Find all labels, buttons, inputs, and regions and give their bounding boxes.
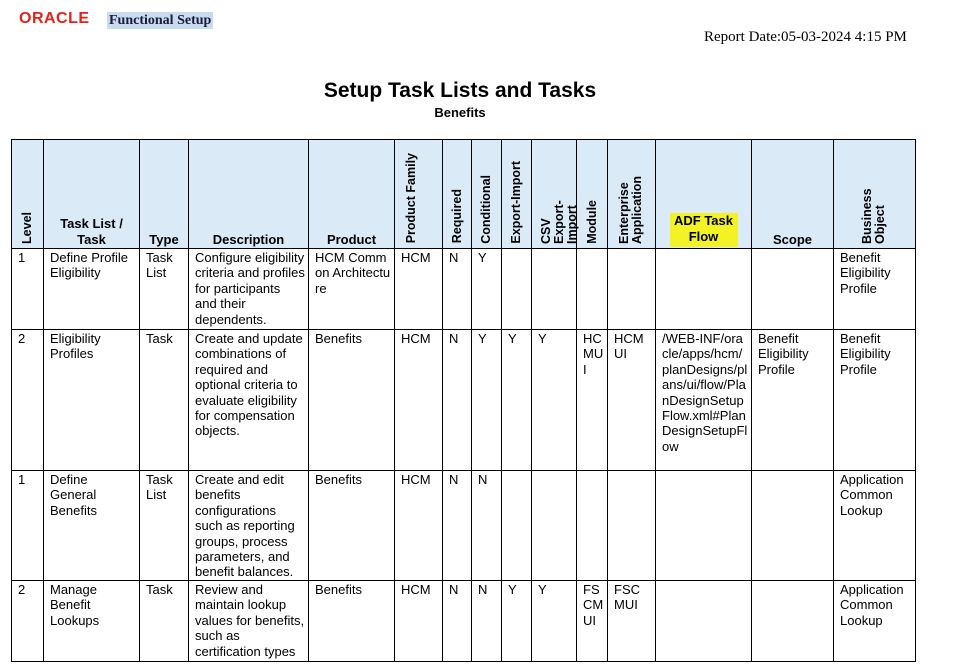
col-header-conditional: Conditional [472, 140, 502, 249]
setup-task-table [11, 139, 916, 662]
col-header-csv-export-import: CSV Export-Import [532, 140, 577, 249]
cell-type: Task List [140, 249, 189, 330]
cell-product-family: HCM [395, 581, 443, 662]
cell-scope [752, 581, 834, 662]
cell-enterprise-application: HCM UI [608, 330, 656, 471]
table-row [12, 330, 916, 471]
cell-export-import: Y [502, 581, 532, 662]
cell-csv-export-import: Y [532, 581, 577, 662]
col-header-scope: Scope [752, 140, 834, 249]
cell-task: Define General Benefits [44, 471, 140, 581]
table-row [12, 249, 916, 330]
cell-module: FSCMUI [577, 581, 608, 662]
cell-conditional: N [472, 581, 502, 662]
cell-csv-export-import [532, 249, 577, 330]
table-row [12, 581, 916, 662]
col-header-business-object: Business Object [834, 140, 916, 249]
col-header-product: Product [309, 140, 395, 249]
table-header-row [12, 140, 916, 249]
cell-business-object: Benefit Eligibility Profile [834, 330, 916, 471]
cell-task: Manage Benefit Lookups [44, 581, 140, 662]
cell-conditional: N [472, 471, 502, 581]
col-header-level: Level [12, 140, 44, 249]
cell-enterprise-application [608, 471, 656, 581]
report-date: Report Date:05-03-2024 4:15 PM [704, 29, 907, 45]
cell-adf-task-flow: /WEB-INF/oracle/apps/hcm/planDesigns/plans/ui/flow/PlanDesignSetupFlow.xml#PlanDesignSetupFlow [656, 330, 752, 471]
cell-level: 1 [12, 249, 44, 330]
cell-scope [752, 471, 834, 581]
table-row [12, 471, 916, 581]
cell-enterprise-application: FSC MUI [608, 581, 656, 662]
highlight-marker: ADF Task Flow [670, 213, 738, 247]
cell-product-family: HCM [395, 249, 443, 330]
cell-task: Define Profile Eligibility [44, 249, 140, 330]
cell-enterprise-application [608, 249, 656, 330]
cell-task: Eligibility Profiles [44, 330, 140, 471]
cell-product: HCM Common Architecture [309, 249, 395, 330]
cell-module: HCMUI [577, 330, 608, 471]
col-header-enterprise-application: Enterprise Application [608, 140, 656, 249]
col-header-module: Module [577, 140, 608, 249]
cell-product-family: HCM [395, 330, 443, 471]
cell-csv-export-import [532, 471, 577, 581]
cell-conditional: Y [472, 249, 502, 330]
cell-business-object: Application Common Lookup [834, 581, 916, 662]
cell-required: N [443, 471, 472, 581]
col-header-adf-task-flow [656, 140, 752, 249]
cell-required: N [443, 330, 472, 471]
cell-scope [752, 249, 834, 330]
cell-product-family: HCM [395, 471, 443, 581]
cell-business-object: Benefit Eligibility Profile [834, 249, 916, 330]
cell-description: Create and edit benefits configurations such as reporting groups, process parameters, and benefit balances. [189, 471, 309, 581]
cell-export-import: Y [502, 330, 532, 471]
oracle-logo: ORACLE [19, 10, 90, 27]
cell-product: Benefits [309, 581, 395, 662]
cell-adf-task-flow [656, 471, 752, 581]
cell-export-import [502, 471, 532, 581]
col-header-task: Task List / Task [44, 140, 140, 249]
cell-export-import [502, 249, 532, 330]
cell-adf-task-flow [656, 249, 752, 330]
col-header-product-family: Product Family [395, 140, 443, 249]
page-title: Setup Task Lists and Tasks [323, 79, 597, 102]
cell-adf-task-flow [656, 581, 752, 662]
cell-description: Configure eligibility criteria and profiles for participants and their dependents. [189, 249, 309, 330]
cell-description: Create and update combinations of required and optional criteria to evaluate eligibility for compensation objects. [189, 330, 309, 471]
cell-business-object: Application Common Lookup [834, 471, 916, 581]
cell-type: Task [140, 330, 189, 471]
col-header-export-import: Export-Import [502, 140, 532, 249]
cell-product: Benefits [309, 330, 395, 471]
col-header-required: Required [443, 140, 472, 249]
page-subtitle: Benefits [434, 105, 486, 120]
cell-module [577, 471, 608, 581]
cell-level: 2 [12, 330, 44, 471]
col-header-type: Type [140, 140, 189, 249]
cell-type: Task [140, 581, 189, 662]
cell-conditional: Y [472, 330, 502, 471]
cell-level: 2 [12, 581, 44, 662]
cell-type: Task List [140, 471, 189, 581]
cell-module [577, 249, 608, 330]
cell-required: N [443, 249, 472, 330]
cell-csv-export-import: Y [532, 330, 577, 471]
cell-description: Review and maintain lookup values for benefits, such as certification types [189, 581, 309, 662]
app-title: Functional Setup [109, 13, 212, 28]
cell-product: Benefits [309, 471, 395, 581]
cell-required: N [443, 581, 472, 662]
cell-level: 1 [12, 471, 44, 581]
col-header-description: Description [189, 140, 309, 249]
cell-scope: Benefit Eligibility Profile [752, 330, 834, 471]
